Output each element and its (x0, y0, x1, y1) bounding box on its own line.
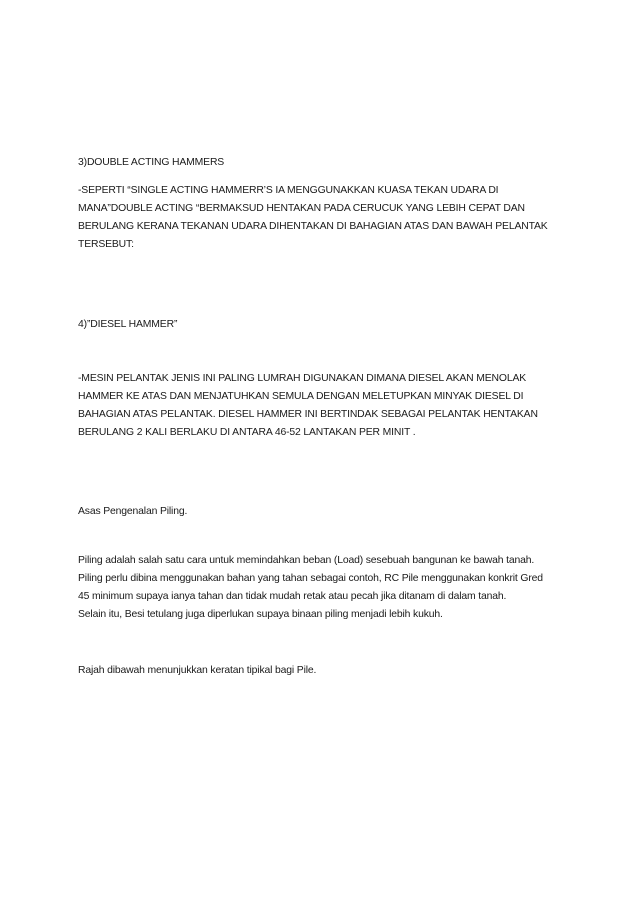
double-acting-line-4: TERSEBUT: (78, 239, 134, 250)
intro-heading: Asas Pengenalan Piling. (78, 506, 188, 517)
diesel-line-1: -MESIN PELANTAK JENIS INI PALING LUMRAH DIGUNAKAN DIMANA DIESEL AKAN MENOLAK (78, 373, 527, 384)
double-acting-heading: 3)DOUBLE ACTING HAMMERS (78, 157, 225, 168)
diesel-heading: 4)”DIESEL HAMMER” (78, 319, 178, 330)
diesel-line-3: BAHAGIAN ATAS PELANTAK. DIESEL HAMMER INI BERTINDAK SEBAGAI PELANTAK HENTAKAN (78, 409, 538, 420)
diesel-line-2: HAMMER KE ATAS DAN MENJATUHKAN SEMULA DENGAN MELETUPKAN MINYAK DIESEL DI (78, 391, 524, 402)
double-acting-line-1: -SEPERTI “SINGLE ACTING HAMMERR’S IA MENGGUNAKKAN KUASA TEKAN UDARA DI (78, 185, 499, 196)
diesel-line-4: BERULANG 2 KALI BERLAKU DI ANTARA 46-52 LANTAKAN PER MINIT . (78, 427, 416, 438)
intro-line-1: Piling adalah salah satu cara untuk memindahkan beban (Load) sesebuah bangunan ke bawah tanah. (78, 555, 535, 566)
figure-caption: Rajah dibawah menunjukkan keratan tipikal bagi Pile. (78, 665, 317, 676)
intro-line-3: 45 minimum supaya ianya tahan dan tidak mudah retak atau pecah jika ditanam di dalam tanah. (78, 591, 507, 602)
intro-line-4: Selain itu, Besi tetulang juga diperlukan supaya binaan piling menjadi lebih kukuh. (78, 609, 443, 620)
intro-line-2: Piling perlu dibina menggunakan bahan yang tahan sebagai contoh, RC Pile menggunakan konkrit Gred (78, 573, 543, 584)
double-acting-line-2: MANA”DOUBLE ACTING “BERMAKSUD HENTAKAN PADA CERUCUK YANG LEBIH CEPAT DAN (78, 203, 525, 214)
double-acting-line-3: BERULANG KERANA TEKANAN UDARA DIHENTAKAN DI BAHAGIAN ATAS DAN BAWAH PELANTAK (78, 221, 548, 232)
